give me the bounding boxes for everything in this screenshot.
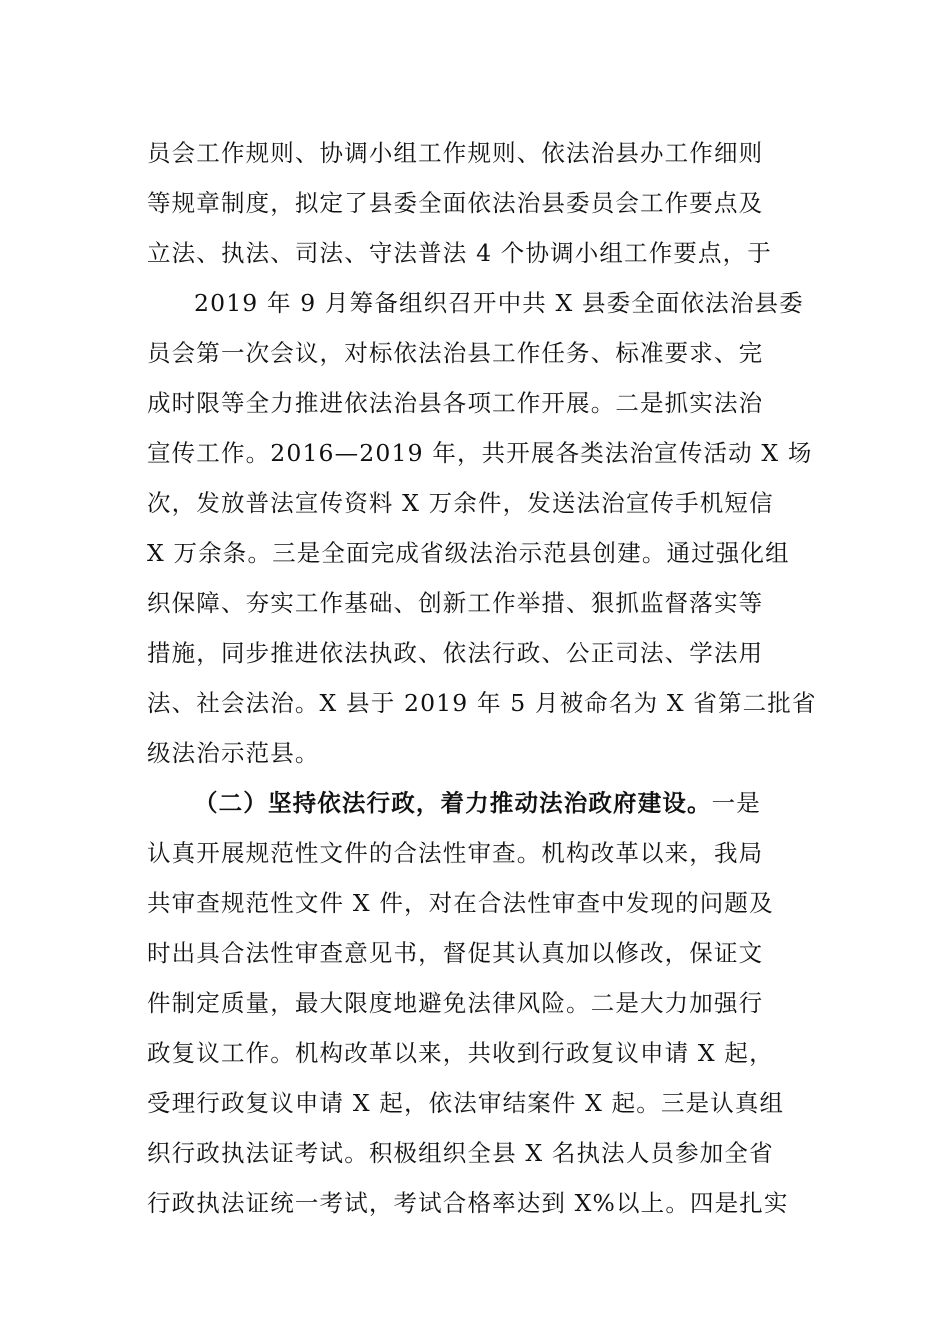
text-line: 措施，同步推进依法执政、依法行政、公正司法、学法用 [147, 639, 764, 667]
text-line: 次，发放普法宣传资料 X 万余件，发送法治宣传手机短信 [147, 489, 774, 517]
text-line: 认真开展规范性文件的合法性审查。机构改革以来，我局 [147, 839, 764, 867]
paragraph-first-line: 2019 年 9 月筹备组织召开中共 X 县委全面依法治县委 [194, 289, 804, 317]
text-line: 立法、执法、司法、守法普法 4 个协调小组工作要点，于 [147, 239, 772, 267]
text-line: 受理行政复议申请 X 起，依法审结案件 X 起。三是认真组 [147, 1089, 785, 1117]
text-line: 时出具合法性审查意见书，督促其认真加以修改，保证文 [147, 939, 764, 967]
text-line: 员会工作规则、协调小组工作规则、依法治县办工作细则 [147, 139, 764, 167]
text-line: 件制定质量，最大限度地避免法律风险。二是大力加强行 [147, 989, 764, 1017]
text-line: 共审查规范性文件 X 件，对在合法性审查中发现的问题及 [147, 889, 774, 917]
text-line: 织行政执法证考试。积极组织全县 X 名执法人员参加全省 [147, 1139, 774, 1167]
text-line: 员会第一次会议，对标依法治县工作任务、标准要求、完 [147, 339, 764, 367]
text-line: 政复议工作。机构改革以来，共收到行政复议申请 X 起， [147, 1039, 774, 1067]
text-line: 级法治示范县。 [147, 739, 320, 767]
text-line: 法、社会法治。X 县于 2019 年 5 月被命名为 X 省第二批省 [147, 689, 817, 717]
text-line: 宣传工作。2016—2019 年，共开展各类法治宣传活动 X 场 [147, 439, 813, 467]
section-heading-continuation: 一是 [711, 789, 761, 817]
text-line: 成时限等全力推进依法治县各项工作开展。二是抓实法治 [147, 389, 764, 417]
text-line: 等规章制度，拟定了县委全面依法治县委员会工作要点及 [147, 189, 764, 217]
section-heading-line [194, 778, 807, 828]
section-heading: （二）坚持依法行政，着力推动法治政府建设。 [194, 789, 712, 817]
text-line: X 万余条。三是全面完成省级法治示范县创建。通过强化组 [147, 539, 790, 567]
text-line: 织保障、夯实工作基础、创新工作举措、狠抓监督落实等 [147, 589, 764, 617]
text-line: 行政执法证统一考试，考试合格率达到 X%以上。四是扎实 [147, 1189, 789, 1217]
